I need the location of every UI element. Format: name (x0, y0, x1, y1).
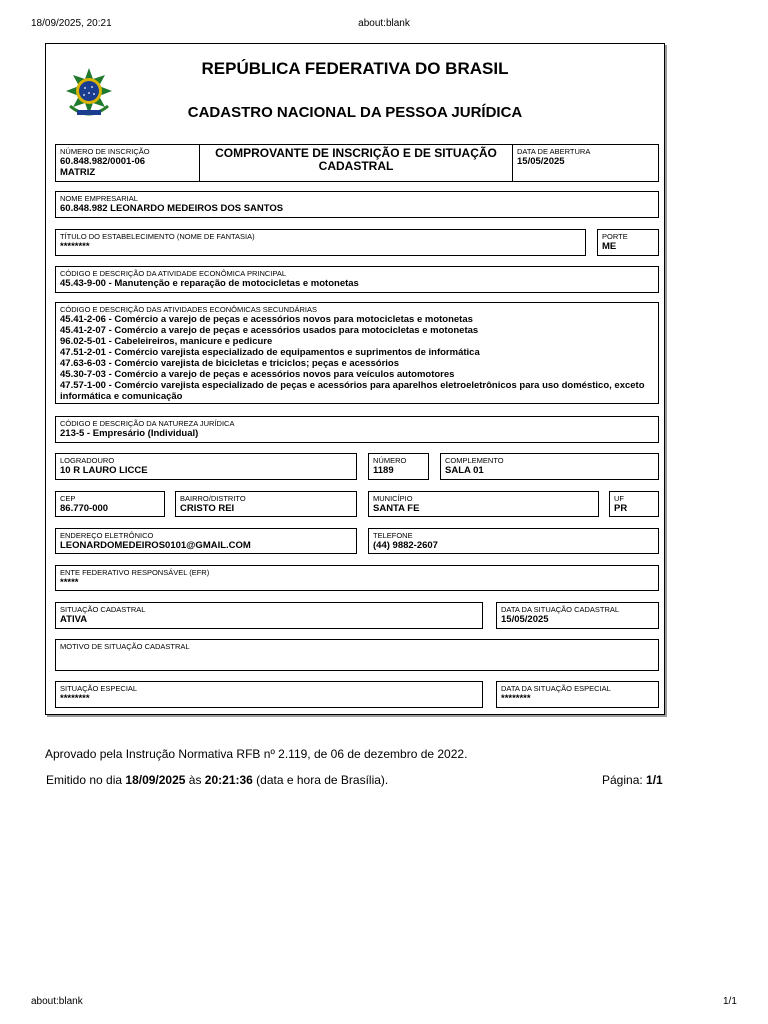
situacao-especial-box (55, 681, 483, 708)
emission-time: 20:21:36 (204, 773, 253, 787)
emission-mid: às (185, 773, 205, 787)
emission-note (46, 773, 388, 787)
inscricao-tipo: MATRIZ (60, 167, 96, 178)
nome-empresarial-value: 60.848.982 LEONARDO MEDEIROS DOS SANTOS (60, 203, 284, 214)
municipio-value: SANTA FE (373, 503, 420, 514)
atividade-secundaria-item: 96.02-5-01 - Cabeleireiros, manicure e pedicure (60, 336, 273, 347)
situacao-especial-value: ******** (60, 693, 90, 704)
inscricao-label: NÚMERO DE INSCRIÇÃO (60, 147, 150, 156)
comprovante-title-line1: COMPROVANTE DE INSCRIÇÃO E DE SITUAÇÃO (215, 146, 497, 160)
numero-label: NÚMERO (373, 456, 407, 465)
data-situacao-especial-value: ******** (501, 693, 531, 704)
fantasia-value: ******** (60, 241, 90, 252)
municipio-box (368, 491, 599, 517)
uf-label: UF (614, 494, 624, 503)
telefone-label: TELEFONE (373, 531, 413, 540)
logradouro-value: 10 R LAURO LICCE (60, 465, 148, 476)
atividades-secundarias-box (55, 302, 659, 404)
approval-note: Aprovado pela Instrução Normativa RFB nº 2.119, de 06 de dezembro de 2022. (45, 747, 468, 761)
data-situacao-cadastral-box (496, 602, 659, 629)
abertura-value: 15/05/2025 (517, 156, 565, 167)
abertura-label: DATA DE ABERTURA (517, 147, 591, 156)
print-datetime: 18/09/2025, 20:21 (31, 18, 112, 29)
efr-box (55, 565, 659, 591)
emission-date: 18/09/2025 (125, 773, 186, 787)
numero-value: 1189 (373, 465, 394, 476)
atividade-secundaria-item: 45.41-2-07 - Comércio a varejo de peças e acessórios usados para motocicletas e motonetas (60, 325, 479, 336)
email-label: ENDEREÇO ELETRÔNICO (60, 531, 154, 540)
natureza-juridica-value: 213-5 - Empresário (Individual) (60, 428, 199, 439)
nome-empresarial-label: NOME EMPRESARIAL (60, 194, 138, 203)
data-situacao-cadastral-label: DATA DA SITUAÇÃO CADASTRAL (501, 605, 620, 614)
fantasia-box (55, 229, 586, 256)
email-box (55, 528, 357, 554)
atividade-secundaria-item: 45.41-2-06 - Comércio a varejo de peças e acessórios novos para motocicletas e motonetas (60, 314, 473, 325)
numero-box (368, 453, 429, 480)
efr-value: ***** (60, 577, 79, 588)
logradouro-label: LOGRADOURO (60, 456, 115, 465)
porte-value: ME (602, 241, 617, 252)
atividade-principal-box (55, 266, 659, 293)
inscricao-numero: 60.848.982/0001-06 (60, 156, 146, 167)
comprovante-box (199, 144, 513, 182)
telefone-box (368, 528, 659, 554)
cep-label: CEP (60, 494, 76, 503)
atividade-principal-value: 45.43-9-00 - Manutenção e reparação de motocicletas e motonetas (60, 278, 359, 289)
comprovante-title-line2: CADASTRAL (318, 159, 394, 173)
uf-box (609, 491, 659, 517)
logradouro-box (55, 453, 357, 480)
cnpj-document (45, 43, 665, 715)
document-subtitle: CADASTRO NACIONAL DA PESSOA JURÍDICA (187, 104, 523, 121)
cep-value: 86.770-000 (60, 503, 109, 514)
municipio-label: MUNICÍPIO (373, 494, 413, 503)
situacao-cadastral-box (55, 602, 483, 629)
page-value: 1/1 (646, 773, 663, 787)
atividade-principal-label: CÓDIGO E DESCRIÇÃO DA ATIVIDADE ECONÔMICA PRINCIPAL (60, 269, 287, 278)
page-indicator (602, 773, 663, 787)
bairro-box (175, 491, 357, 517)
data-situacao-especial-label: DATA DA SITUAÇÃO ESPECIAL (501, 684, 611, 693)
abertura-box (512, 144, 659, 182)
print-page-count: 1/1 (723, 996, 737, 1007)
print-footer-url: about:blank (31, 996, 83, 1007)
emission-prefix: Emitido no dia (46, 773, 126, 787)
data-situacao-especial-box (496, 681, 659, 708)
motivo-situacao-label: MOTIVO DE SITUAÇÃO CADASTRAL (60, 642, 190, 651)
natureza-juridica-label: CÓDIGO E DESCRIÇÃO DA NATUREZA JURÍDICA (60, 419, 235, 428)
inscricao-box (55, 144, 200, 182)
atividades-secundarias-label: CÓDIGO E DESCRIÇÃO DAS ATIVIDADES ECONÔMICAS SECUNDÁRIAS (60, 305, 317, 314)
situacao-cadastral-label: SITUAÇÃO CADASTRAL (60, 605, 146, 614)
bairro-value: CRISTO REI (180, 503, 235, 514)
page-label: Página: (602, 773, 647, 787)
atividade-secundaria-item: 45.30-7-03 - Comércio a varejo de peças e acessórios novos para veículos automotores (60, 369, 455, 380)
data-situacao-cadastral-value: 15/05/2025 (501, 614, 549, 625)
cep-box (55, 491, 165, 517)
atividade-secundaria-item: 47.51-2-01 - Comércio varejista especializado de equipamentos e suprimentos de informática (60, 347, 480, 358)
bairro-label: BAIRRO/DISTRITO (180, 494, 246, 503)
uf-value: PR (614, 503, 628, 514)
email-value: LEONARDOMEDEIROS0101@GMAIL.COM (60, 540, 251, 551)
print-page-title: about:blank (358, 18, 410, 29)
complemento-value: SALA 01 (445, 465, 484, 476)
situacao-especial-label: SITUAÇÃO ESPECIAL (60, 684, 138, 693)
atividade-secundaria-item: 47.57-1-00 - Comércio varejista especializado de peças e acessórios para aparelhos eletroeletrônicos para uso doméstico, exceto informática e comunicação (60, 380, 645, 402)
natureza-juridica-box (55, 416, 659, 443)
nome-empresarial-box (55, 191, 659, 218)
atividade-secundaria-item: 47.63-6-03 - Comércio varejista de bicicletas e triciclos; peças e acessórios (60, 358, 400, 369)
emission-suffix: (data e hora de Brasília). (252, 773, 389, 787)
telefone-value: (44) 9882-2607 (373, 540, 438, 551)
document-title: REPÚBLICA FEDERATIVA DO BRASIL (201, 59, 509, 78)
complemento-label: COMPLEMENTO (445, 456, 504, 465)
motivo-situacao-box (55, 639, 659, 671)
porte-box (597, 229, 659, 256)
efr-label: ENTE FEDERATIVO RESPONSÁVEL (EFR) (60, 568, 210, 577)
complemento-box (440, 453, 659, 480)
situacao-cadastral-value: ATIVA (60, 614, 88, 625)
porte-label: PORTE (602, 232, 628, 241)
fantasia-label: TÍTULO DO ESTABELECIMENTO (NOME DE FANTASIA) (60, 232, 255, 241)
